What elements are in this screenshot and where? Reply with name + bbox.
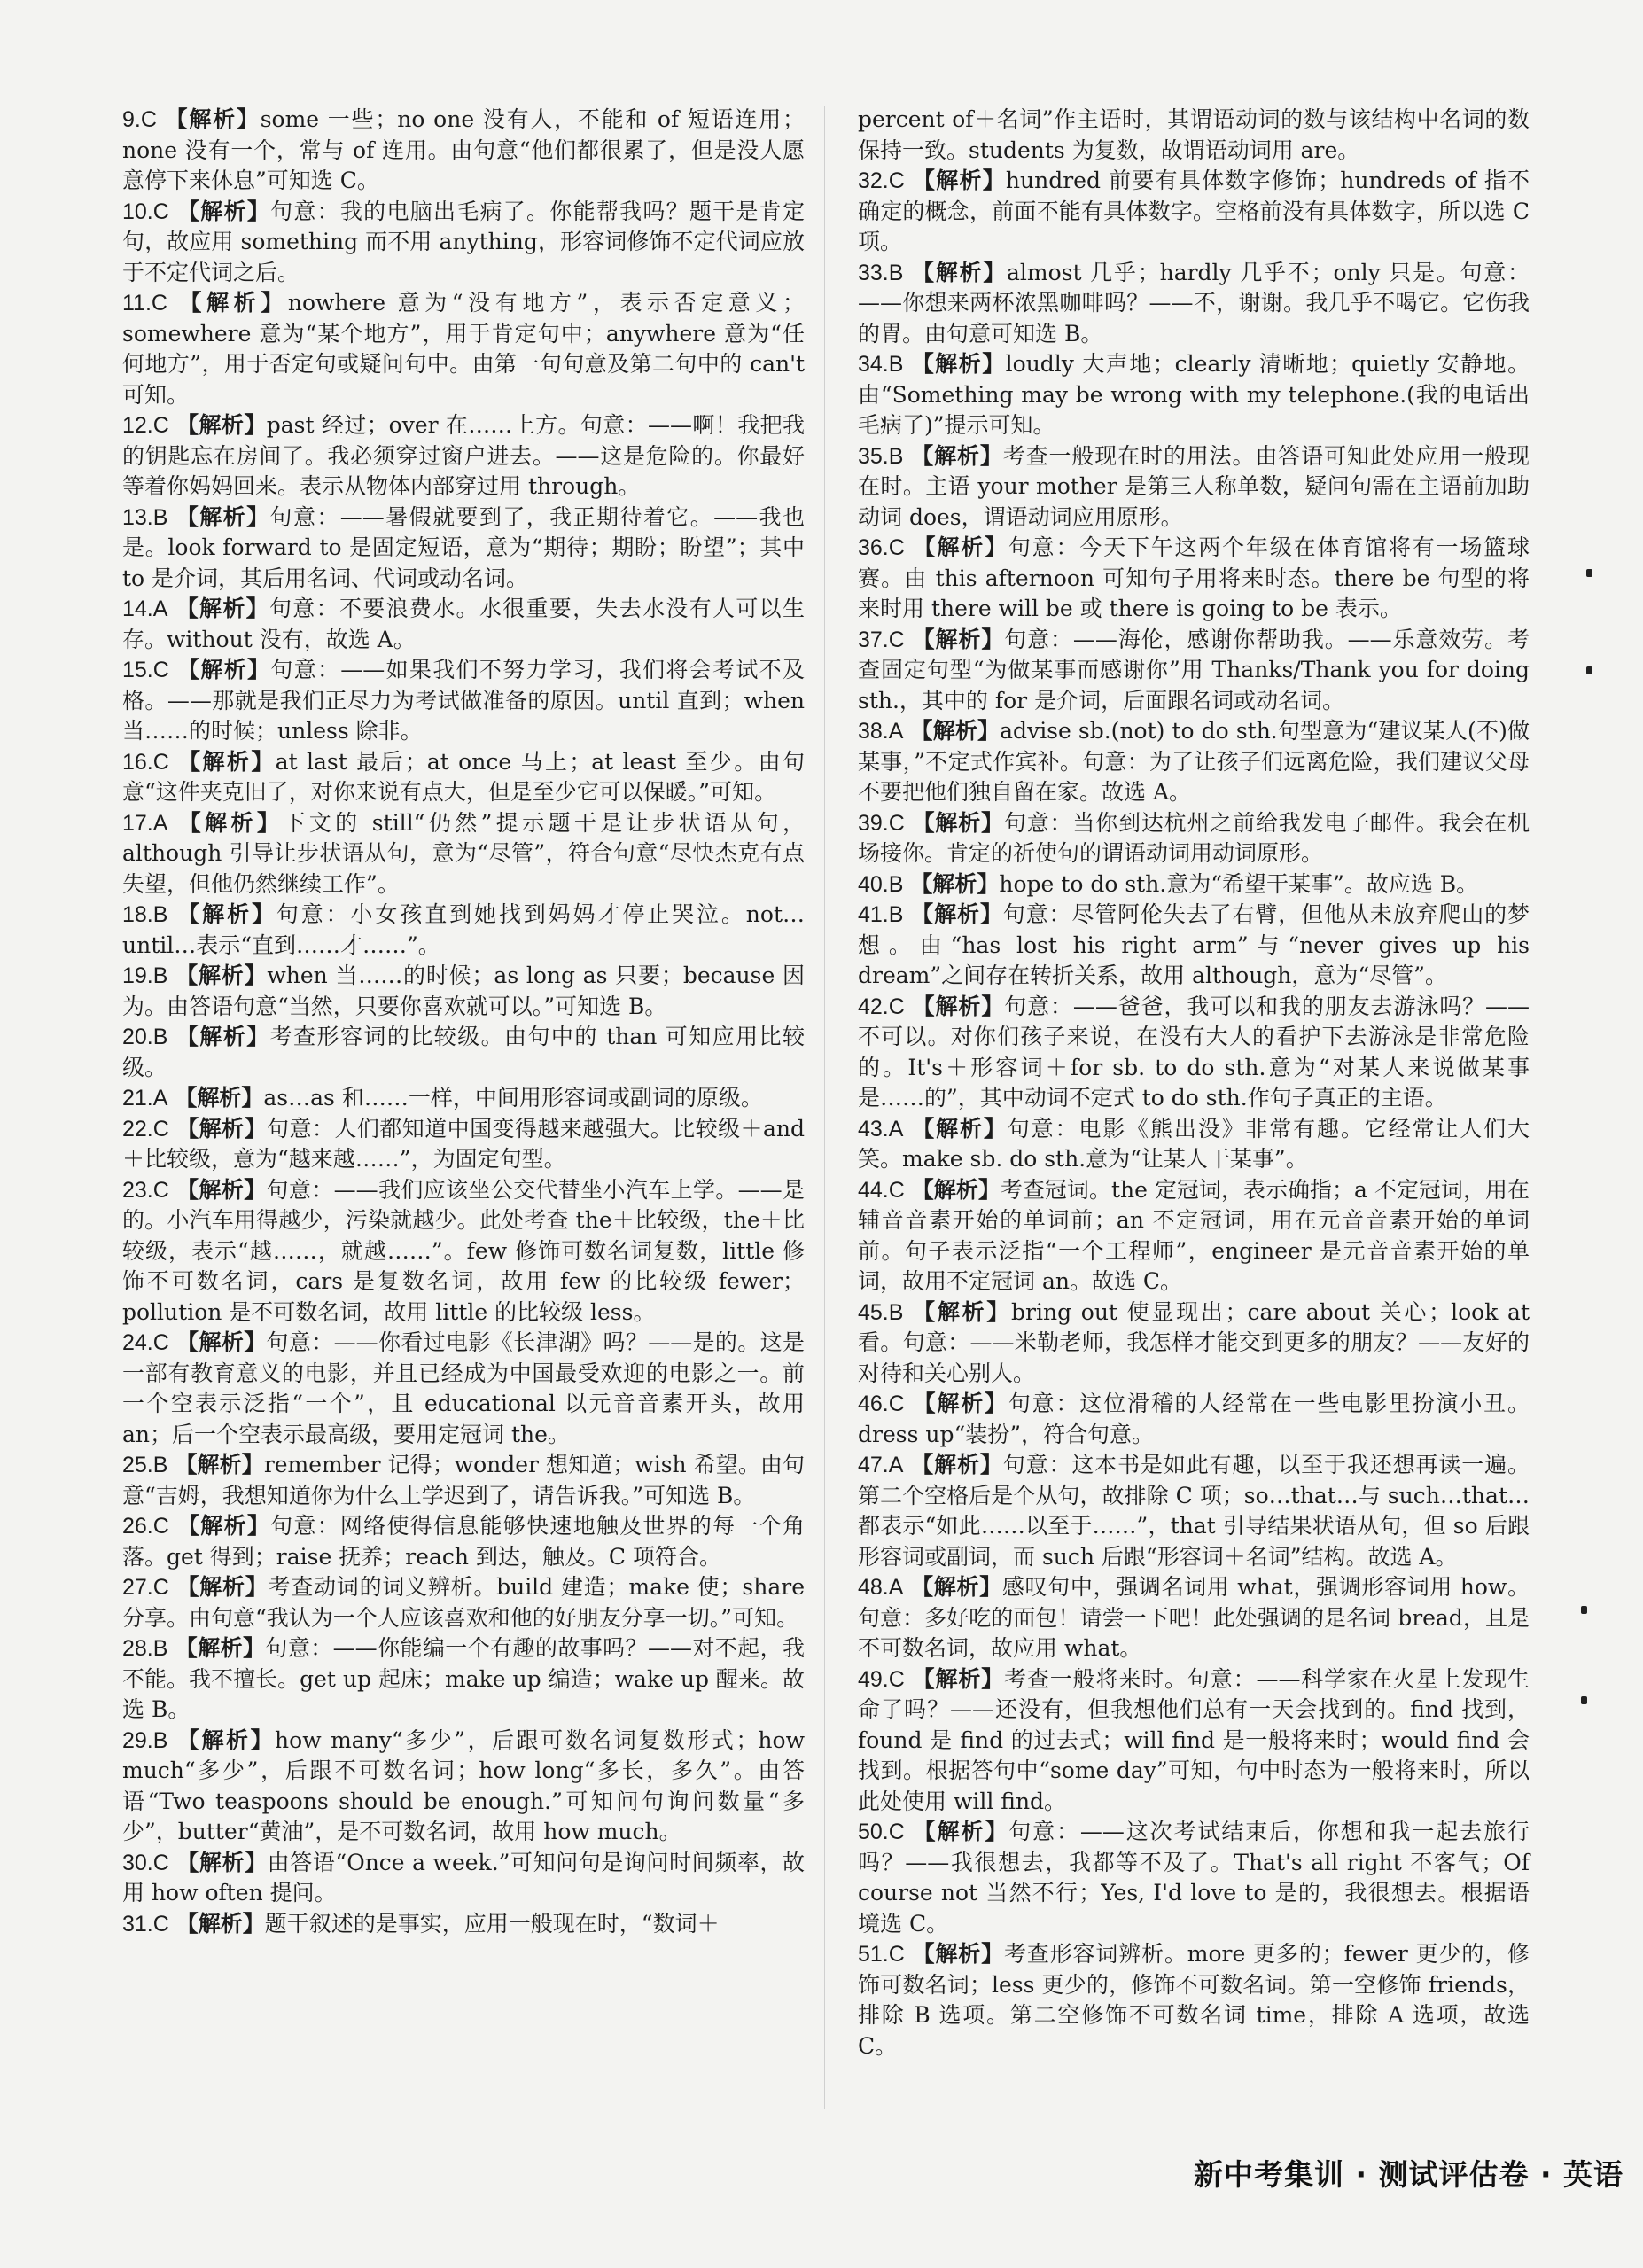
margin-mark [1581,1606,1587,1614]
explanation-text: 句意：——你能编一个有趣的故事吗？——对不起，我不能。我不擅长。get up 起床；make up 编造；wake up 醒来。故选 B。 [122,1635,805,1722]
right-column [858,105,1530,2061]
explanation-text: 句意：尽管阿伦失去了右臂，但他从未放弃爬山的梦想。由“has lost his right arm”与“never gives up his dream”之间存在转折关系，故用 although，意为“尽管”。 [858,901,1530,988]
explanation-text: 句意：我的电脑出毛病了。你能帮我吗？题干是肯定句，故应用 something 而不用 anything，形容词修饰不定代词应放于不定代词之后。 [122,198,805,285]
analysis-tag: 【解析】 [176,1849,268,1875]
answer-entry [122,1083,805,1114]
analysis-tag: 【解析】 [178,809,284,836]
analysis-tag: 【解析】 [175,596,269,621]
answer-number: 21.A [122,1086,168,1111]
explanation-text: 考查一般将来时。句意：——科学家在火星上发现生命了吗？——还没有，但我想他们总有一天会找到的。find 找到，found 是 find 的过去式；will find 是一般将来时；would find 会找到。根据答句中“some day”可知，句中时态为一般将来时，所以此处使用 will find。 [858,1665,1530,1814]
answer-entry [858,808,1530,869]
explanation-text: 考查冠词。the 定冠词，表示确指；a 不定冠词，用在辅音音素开始的单词前；an 不定冠词，用在元音音素开始的单词前。句子表示泛指“一个工程师”，engineer 是元音音素开始的单词，故用不定冠词 an。故选 C。 [858,1176,1530,1294]
analysis-tag: 【解析】 [175,1024,270,1049]
explanation-text: 由答语“Once a week.”可知问句是询问时间频率，故用 how often 提问。 [122,1849,805,1906]
explanation-text: percent of＋名词”作主语时，其谓语动词的数与该结构中名词的数保持一致。students 为复数，故谓语动词用 are。 [858,106,1530,163]
explanation-text: advise sb.(not) to do sth.句型意为“建议某人(不)做某事，”不定式作宾补。句意：为了让孩子们远离危险，我们建议父母不要把他们独自留在家。故选 A。 [858,718,1530,805]
analysis-tag: 【解析】 [912,626,1005,652]
answer-entry [122,410,805,503]
analysis-tag: 【解析】 [912,809,1004,836]
answer-number: 12.C [122,413,169,438]
analysis-tag: 【解析】 [177,901,276,927]
explanation-text: 考查形容词辨析。more 更多的；fewer 更少的，修饰可数名词；less 更少的，修饰不可数名词。第一空修饰 friends，排除 B 选项。第二空修饰不可数名词 time，排除 A 选项，故选 C。 [858,1941,1530,2059]
answer-entry [122,197,805,289]
answer-number: 35.B [858,443,904,469]
analysis-tag: 【解析】 [911,901,1003,927]
analysis-tag: 【解析】 [176,1329,267,1355]
explanation-text: 考查动词的词义辨析。build 建造；make 使；share 分享。由句意“我认为一个人应该喜欢和他的好朋友分享一切。”可知。 [122,1574,805,1631]
analysis-tag: 【解析】 [175,1085,264,1111]
explanation-text: 句意：——你看过电影《长津湖》吗？——是的。这是一部有教育意义的电影，并且已经成为中国最受欢迎的电影之一。前一个空表示泛指“一个”，且 educational 以元音音素开头，故用 an；后一个空表示最高级，要用定冠词 the。 [122,1329,805,1447]
answer-number: 25.B [122,1453,168,1477]
answer-number: 36.C [858,535,905,560]
analysis-tag: 【解析】 [911,351,1006,377]
analysis-tag: 【解析】 [176,1574,269,1600]
answer-entry [122,1328,805,1450]
explanation-text: 句意：——如果我们不努力学习，我们将会考试不及格。——那就是我们正尽力为考试做准备的原因。until 直到；when 当……的时候；unless 除非。 [122,657,805,744]
answer-entry [122,288,805,410]
answer-number: 37.C [858,627,905,652]
analysis-tag: 【解析】 [910,718,1001,744]
answer-number: 29.B [122,1727,168,1753]
explanation-text: 考查形容词的比较级。由句中的 than 可知应用比较级。 [122,1024,805,1080]
answer-number: 22.C [122,1116,169,1142]
explanation-text: 题干叙述的是事实，应用一般现在时，“数词＋ [264,1910,720,1937]
explanation-text: hundred 前要有具体数字修饰；hundreds of 指不确定的概念，前面不能有具体数字。空格前没有具体数字，所以选 C 项。 [858,168,1530,254]
answer-entry [122,961,805,1022]
answer-entry [858,1389,1530,1450]
explanation-text: 下文的 still“仍然”提示题干是让步状语从句，although 引导让步状语从句，意为“尽管”，符合句意“尽快杰克有点失望，但他仍然继续工作”。 [122,809,805,897]
answer-number: 49.C [858,1666,905,1692]
answer-number: 45.B [858,1299,904,1325]
answer-number: 38.A [858,719,904,744]
analysis-tag: 【解析】 [912,259,1007,285]
analysis-tag: 【解析】 [912,1115,1008,1142]
answer-number: 17.A [122,810,168,836]
analysis-tag: 【解析】 [912,1665,1005,1692]
analysis-tag: 【解析】 [177,657,271,682]
answer-number: 14.A [122,596,168,621]
answer-number: 27.C [122,1575,169,1600]
answer-entry [122,655,805,747]
explanation-text: 句意：不要浪费水。水很重要，失去水没有人可以生存。without 没有，故选 A。 [122,596,805,652]
answer-entry [858,166,1530,258]
answer-number: 46.C [858,1391,905,1416]
analysis-tag: 【解析】 [911,1176,1001,1203]
explanation-text: 句意：——这次考试结束后，你想和我一起去旅行吗？——我很想去，我都等不及了。That's all right 不客气；Of course not 当然不行；Yes, I'd love to 是的，我很想去。根据语境选 C。 [858,1819,1530,1937]
answer-number: 18.B [122,902,168,927]
analysis-tag: 【解析】 [175,1635,266,1661]
explanation-text: as…as 和……一样，中间用形容词或副词的原级。 [263,1085,763,1111]
answer-entry [858,716,1530,808]
answer-entry [858,105,1530,166]
answer-entry [858,1450,1530,1572]
answer-entry [122,747,805,808]
analysis-tag: 【解析】 [913,1819,1009,1844]
explanation-text: at last 最后；at once 马上；at least 至少。由句意“这件夹克旧了，对你来说有点大，但是至少它可以保暖。”可知。 [122,748,805,805]
answer-number: 10.C [122,199,169,224]
answer-entry [858,349,1530,441]
analysis-tag: 【解析】 [913,168,1006,193]
analysis-tag: 【解析】 [176,1726,276,1753]
explanation-text: 句意：这本书是如此有趣，以至于我还想再读一遍。第二个空格后是个从句，故排除 C 项；so…that…与 such…that…都表示“如此……以至于……”，that 引导结果状语从句，但 so 后跟形容词或副词，而 such 后跟“形容词＋名词”结构。故选 A。 [858,1452,1530,1570]
answer-number: 41.B [858,902,904,927]
answer-entry [858,1572,1530,1664]
answer-number: 9.C [122,107,157,132]
explanation-text: bring out 使显现出；care about 关心；look at 看。句意：——米勒老师，我怎样才能交到更多的朋友？——友好的对待和关心别人。 [858,1298,1530,1386]
answer-entry [858,1298,1530,1390]
answer-entry [858,1939,1530,2061]
answer-entry [122,1450,805,1511]
answer-number: 51.C [858,1942,905,1967]
answer-number: 42.C [858,994,905,1019]
analysis-tag: 【解析】 [165,106,261,132]
analysis-tag: 【解析】 [175,1910,265,1937]
explanation-text: 句意：这位滑稽的人经常在一些电影里扮演小丑。dress up“装扮”，符合句意。 [858,1391,1530,1447]
answer-number: 19.B [122,963,168,988]
answer-number: 44.C [858,1177,905,1203]
explanation-text: 句意：人们都知道中国变得越来越强大。比较级＋and＋比较级，意为“越来越……”，为固定句型。 [122,1115,805,1172]
explanation-text: 句意：——暑假就要到了，我正期待着它。——我也是。look forward to 是固定短语，意为“期待；期盼；盼望”；其中 to 是介词，其后用名词、代词或动名词。 [122,503,805,591]
answer-number: 39.C [858,810,905,836]
answer-number: 13.B [122,504,168,530]
answer-number: 34.B [858,352,904,377]
answer-number: 26.C [122,1514,169,1539]
answer-number: 32.C [858,168,905,193]
margin-mark [1586,569,1592,577]
answer-number: 20.B [122,1025,168,1049]
answer-entry [858,992,1530,1114]
analysis-tag: 【解析】 [911,1452,1003,1477]
explanation-text: 句意：——我们应该坐公交代替坐小汽车上学。——是的。小汽车用得越少，污染就越少。此处考查 the＋比较级，the＋比较级，表示“越……，就越……”。few 修饰可数名词复数，little 修饰不可数名词，cars 是复数名词，故用 few 的比较级 fewer；pollution 是不可数名词，故用 little 的比较级 less。 [122,1176,805,1325]
answer-number: 23.C [122,1177,169,1203]
answer-entry [122,1022,805,1083]
answer-entry [122,808,805,900]
analysis-tag: 【解析】 [911,442,1003,469]
explanation-text: 句意：电影《熊出没》非常有趣。它经常让人们大笑。make sb. do sth.意为“让某人干某事”。 [858,1115,1530,1172]
analysis-tag: 【解析】 [176,1176,267,1203]
answer-number: 31.C [122,1911,169,1937]
analysis-tag: 【解析】 [175,503,270,530]
analysis-tag: 【解析】 [179,290,288,316]
analysis-tag: 【解析】 [912,1941,1004,1967]
answer-entry [122,900,805,961]
answer-entry [122,594,805,655]
margin-mark [1586,666,1592,674]
analysis-tag: 【解析】 [176,1115,268,1142]
answer-number: 15.C [122,658,169,682]
explanation-text: 考查一般现在时的用法。由答语可知此处应用一般现在时。主语 your mother 是第三人称单数，疑问句需在主语前加助动词 does，谓语动词应用原形。 [858,442,1530,530]
analysis-tag: 【解析】 [911,1574,1002,1600]
answer-entry [122,1633,805,1726]
analysis-tag: 【解析】 [912,993,1005,1019]
answer-entry [858,1817,1530,1939]
answer-number: 28.B [122,1636,168,1661]
answer-entry [858,258,1530,350]
explanation-text: hope to do sth.意为“希望干某事”。故应选 B。 [999,870,1479,897]
answer-entry [122,1511,805,1572]
explanation-text: 句意：——海伦，感谢你帮助我。——乐意效劳。考查固定句型“为做某事而感谢你”用 Thanks/Thank you for doing sth.，其中的 for 是介词，后面跟名词或动名词。 [858,626,1530,713]
analysis-tag: 【解析】 [175,1452,264,1477]
answer-entry [858,1175,1530,1298]
footer-title: 新中考集训 · 测试评估卷 · 英语 [1193,2157,1624,2192]
explanation-text: how many“多少”，后跟可数名词复数形式；how much“多少”，后跟不可数名词；how long“多长，多久”。由答语“Two teaspoons should be enough.”可知问句询问数量“多少”，butter“黄油”，是不可数名词，故用 how much。 [122,1726,805,1844]
left-column [122,105,805,1939]
explanation-text: remember 记得；wonder 想知道；wish 希望。由句意“吉姆，我想知道你为什么上学迟到了，请告诉我。”可知选 B。 [122,1452,805,1508]
answer-entry [122,1572,805,1633]
answer-entry [122,1175,805,1329]
analysis-tag: 【解析】 [177,1513,271,1539]
answer-entry [122,1726,805,1848]
answer-number: 43.A [858,1116,904,1142]
answer-entry [858,900,1530,992]
analysis-tag: 【解析】 [178,748,276,775]
answer-entry [858,441,1530,534]
answer-entry [858,869,1530,900]
explanation-text: nowhere 意为“没有地方”，表示否定意义；somewhere 意为“某个地方”，用于肯定句中；anywhere 意为“任何地方”，用于否定句或疑问句中。由第一句句意及第二句中的 can't 可知。 [122,290,806,408]
explanation-text: 句意：今天下午这两个年级在体育馆将有一场篮球赛。由 this afternoon 可知句子用将来时态。there be 句型的将来时用 there will be 或 there is going to be 表示。 [858,534,1530,621]
analysis-tag: 【解析】 [913,1298,1012,1325]
answer-number: 24.C [122,1330,169,1355]
answer-entry [858,1114,1530,1175]
answer-number: 40.B [858,871,904,897]
margin-mark [1581,1696,1587,1704]
analysis-tag: 【解析】 [176,412,267,438]
answer-entry [122,1909,805,1940]
analysis-tag: 【解析】 [175,963,268,988]
answer-number: 30.C [122,1850,169,1875]
answer-number: 11.C [122,291,167,316]
analysis-tag: 【解析】 [177,198,271,224]
explanation-text: 句意：——爸爸，我可以和我的朋友去游泳吗？——不可以。对你们孩子来说，在没有大人的看护下去游泳是非常危险的。It's＋形容词＋for sb. to do sth.意为“对某人来说做某事是……的”，其中动词不定式 to do sth.作句子真正的主语。 [858,993,1530,1111]
analysis-tag: 【解析】 [913,1391,1008,1416]
answer-entry [858,533,1530,625]
answer-number: 47.A [858,1453,904,1477]
answer-number: 48.A [858,1575,904,1600]
answer-number: 33.B [858,260,904,285]
column-divider [824,106,825,2109]
answer-entry [122,1114,805,1175]
explanation-text: 句意：当你到达杭州之前给我发电子邮件。我会在机场接你。肯定的祈使句的谓语动词用动词原形。 [858,809,1530,866]
explanation-text: 句意：网络使得信息能够快速地触及世界的每一个角落。get 得到；raise 抚养；reach 到达，触及。C 项符合。 [122,1513,805,1570]
explanation-text: past 经过；over 在……上方。句意：——啊！我把我的钥匙忘在房间了。我必须穿过窗户进去。——这是危险的。你最好等着你妈妈回来。表示从物体内部穿过用 through。 [122,412,805,499]
explanation-text: loudly 大声地；clearly 清晰地；quietly 安静地。由“Something may be wrong with my telephone.(我的电话出毛病了)”提示可知。 [858,351,1530,438]
answer-number: 16.C [122,749,169,775]
explanation-text: almost 几乎；hardly 几乎不；only 只是。句意：——你想来两杯浓黑咖啡吗？——不，谢谢。我几乎不喝它。它伤我的胃。由句意可知选 B。 [858,259,1530,347]
answer-entry [122,1848,805,1909]
answer-entry [122,503,805,595]
explanation-text: 感叹句中，强调名词用 what，强调形容词用 how。句意：多好吃的面包！请尝一下吧！此处强调的是名词 bread，且是不可数名词，故应用 what。 [858,1574,1530,1661]
explanation-text: some 一些；no one 没有人，不能和 of 短语连用；none 没有一个，常与 of 连用。由句意“他们都很累了，但是没人愿意停下来休息”可知选 C。 [122,106,805,193]
explanation-text: 句意：小女孩直到她找到妈妈才停止哭泣。not…until…表示“直到……才……”。 [122,901,805,958]
answer-number: 50.C [858,1820,905,1844]
analysis-tag: 【解析】 [913,534,1008,560]
explanation-text: when 当……的时候；as long as 只要；because 因为。由答语句意“当然，只要你喜欢就可以。”可知选 B。 [122,963,805,1019]
answer-entry [122,105,805,197]
analysis-tag: 【解析】 [910,870,1000,897]
answer-entry [858,1664,1530,1818]
answer-entry [858,625,1530,717]
